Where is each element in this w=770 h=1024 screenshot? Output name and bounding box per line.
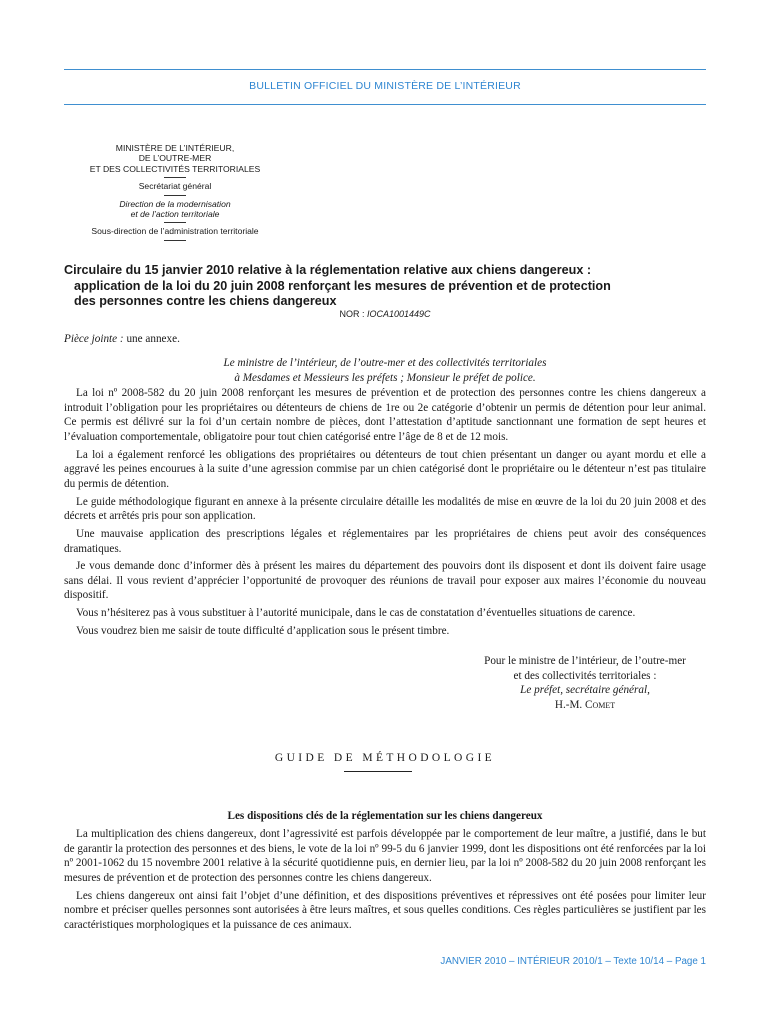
body-paragraph: Le guide méthodologique figurant en annexe à la présente circulaire détaille les modalités de mise en œuvre de la loi du 20 juin 2008 et des décrets et arrêtés pris pour son application. — [64, 495, 706, 523]
addressee-line: à Mesdames et Messieurs les préfets ; Monsieur le préfet de police. — [234, 371, 536, 384]
guide-paragraph: Les chiens dangereux ont ainsi fait l’objet d’une définition, et des dispositions préventives et répressives ont été posées pour limiter leur nombre et préciser quelles personnes sont autorisées à être leurs maîtres, et sous quelles conditions. Ces règles particulières se justifient par les caractéristiques morphologiques et la puissance de ces animaux. — [64, 889, 706, 931]
signature-line: Pour le ministre de l’intérieur, de l’outre-mer — [484, 655, 686, 667]
section-title: Les dispositions clés de la réglementation sur les chiens dangereux — [227, 810, 543, 822]
circular-title-line: application de la loi du 20 juin 2008 renforçant les mesures de prévention et de protection — [74, 278, 611, 293]
issuer-block — [60, 143, 290, 244]
secretariat: Secrétariat général — [138, 181, 212, 192]
issuer-separator — [164, 195, 186, 196]
page-footer: JANVIER 2010 – INTÉRIEUR 2010/1 – Texte 10/14 – Page 1 — [440, 956, 706, 967]
nor-reference — [64, 309, 706, 319]
guide-title: GUIDE DE MÉTHODOLOGIE — [274, 752, 496, 764]
nor-label: NOR : — [339, 309, 367, 319]
body-paragraph: La loi a également renforcé les obligations des propriétaires ou détenteurs de tout chien présentant un danger ou ayant mordu et elle a aggravé les peines encourues à la suite d’une agression commise par un chien catégorisé dont le propriétaire ou le détenteur n’est pas titulaire du permis de détention. — [64, 448, 706, 490]
body-paragraph: Je vous demande donc d’informer dès à présent les maires du département des pouvoirs dont ils disposent et dont ils doivent faire usage sans délai. Il vous revient d’apprécier l’opportunité de provoquer des réunions de travail pour exposer aux maires l’économie du nouveau dispositif. — [64, 560, 706, 602]
guide-paragraph: La multiplication des chiens dangereux, dont l’agressivité est parfois développée par le comportement de leur maître, a justifié, dans le but de garantir la protection des personnes et des biens, le vote de la loi nº 99-5 du 6 janvier 1999, dont les dispositions ont été renforcées par la loi nº 2001-1062 du 15 novembre 2001 relative à la sécurité quotidienne puis, en dernier lieu, par la loi nº 2008-582 du 20 juin 2008 renforçant les mesures de prévention et de protection des personnes contre les chiens dangereux. — [64, 828, 706, 884]
body-paragraph: La loi nº 2008-582 du 20 juin 2008 renforçant les mesures de prévention et de protection des personnes contre les chiens dangereux a introduit l’obligation pour les propriétaires ou détenteurs de chiens de 1re ou 2e catégorie d’obtenir un permis de détention pour leur animal. Ce permis est délivré sur la foi d’un certain nombre de pièces, dont l’attestation d’aptitude sanctionnant une formation de sept heures et l’évaluation comportementale, obligatoire pour tout chien catégorisé entre l’âge de 8 et de 12 mois. — [64, 387, 706, 443]
guide-title-rule — [344, 771, 412, 772]
guide-body — [64, 827, 706, 936]
addressee-block — [64, 356, 706, 385]
attachment-label: Pièce jointe : — [64, 333, 124, 345]
ministry-line: MINISTÈRE DE L’INTÉRIEUR, — [115, 143, 235, 153]
ministry-line: ET DES COLLECTIVITÉS TERRITORIALES — [89, 163, 261, 174]
signature-name: H.-M. Comet — [554, 698, 616, 711]
circular-title-line: Circulaire du 15 janvier 2010 relative à la réglementation relative aux chiens dangereux : — [64, 263, 592, 277]
attachment-line — [64, 333, 180, 345]
signature-line: et des collectivités territoriales : — [513, 669, 657, 682]
body-paragraph: Une mauvaise application des prescriptions légales et réglementaires par les propriétaires de chiens peut avoir des conséquences dramatiques. — [64, 527, 706, 555]
header-bottom-rule — [64, 104, 706, 105]
direction-line: Direction de la modernisation — [119, 198, 231, 209]
circular-title — [64, 263, 706, 310]
attachment-value: une annexe. — [123, 333, 180, 345]
signature-block — [440, 654, 730, 712]
subdirection: Sous-direction de l’administration territoriale — [91, 226, 259, 237]
body-paragraph: Vous voudrez bien me saisir de toute difficulté d’application sous le présent timbre. — [76, 625, 450, 638]
issuer-separator — [164, 222, 186, 223]
header-top-rule — [64, 69, 706, 70]
circular-title-line: des personnes contre les chiens dangereux — [74, 294, 337, 309]
circular-body — [64, 386, 706, 642]
issuer-separator — [164, 240, 186, 241]
signature-role: Le préfet, secrétaire général, — [520, 684, 650, 697]
ministry-line: DE L’OUTRE-MER — [138, 153, 212, 164]
addressee-line: Le ministre de l’intérieur, de l’outre-mer et des collectivités territoriales — [223, 357, 547, 369]
issuer-separator — [164, 177, 186, 178]
nor-value: IOCA1001449C — [366, 309, 431, 319]
direction-line: et de l’action territoriale — [130, 209, 220, 220]
body-paragraph: Vous n’hésiterez pas à vous substituer à l’autorité municipale, dans le cas de constatation d’éventuelles situations de carence. — [76, 607, 636, 620]
bulletin-title: BULLETIN OFFICIEL DU MINISTÈRE DE L’INTÉRIEUR — [249, 80, 521, 92]
